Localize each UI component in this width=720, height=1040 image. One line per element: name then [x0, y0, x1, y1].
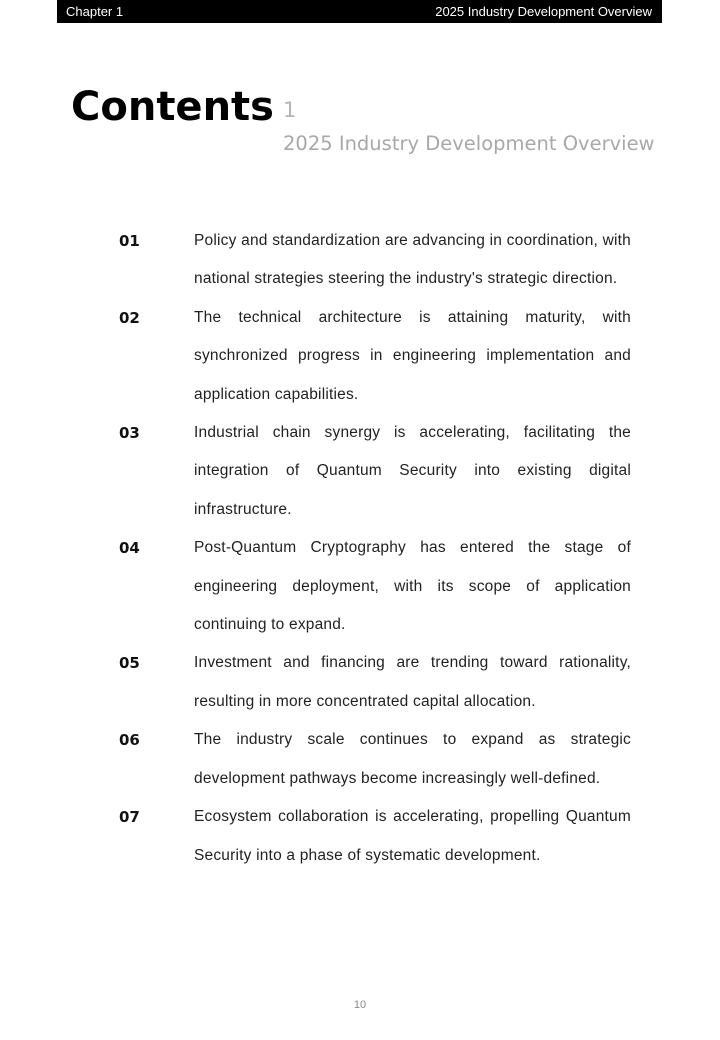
toc-entry-number: 03	[119, 424, 140, 443]
toc-entry-06[interactable]	[119, 721, 639, 798]
toc-entry-number: 06	[119, 731, 140, 750]
toc-entry-01[interactable]	[119, 222, 639, 299]
toc-entry-text: Industrial chain synergy is accelerating, facilitating the integration of Quantum Security into existing digital infrastructure.	[194, 424, 631, 518]
toc-entry-number: 05	[119, 654, 140, 673]
toc-entry-number: 04	[119, 539, 140, 558]
toc-entry-03[interactable]	[119, 414, 639, 529]
page-title: Contents	[71, 84, 274, 130]
toc-entry-05[interactable]	[119, 644, 639, 721]
header-chapter-label: Chapter 1	[66, 4, 124, 19]
toc-entry-text: Policy and standardization are advancing in coordination, with national strategies steering the industry's strategic direction.	[194, 232, 631, 288]
header-section-title: 2025 Industry Development Overview	[435, 4, 652, 19]
toc-entry-text: Ecosystem collaboration is accelerating, propelling Quantum Security into a phase of systematic development.	[194, 808, 631, 864]
chapter-title: 2025 Industry Development Overview	[283, 132, 655, 155]
toc-entry-04[interactable]	[119, 529, 639, 644]
toc-entry-number: 02	[119, 308, 140, 327]
toc-entry-text: The technical architecture is attaining maturity, with synchronized progress in engineering implementation and application capabilities.	[194, 308, 631, 403]
toc-entry-07[interactable]	[119, 798, 639, 875]
toc-entry-number: 07	[119, 808, 140, 827]
toc-entry-text: Post-Quantum Cryptography has entered the stage of engineering deployment, with its scope of application continuing to expand.	[194, 539, 631, 634]
toc-entry-text: The industry scale continues to expand as strategic development pathways become increasingly well-defined.	[194, 731, 631, 787]
page-number: 10	[353, 999, 367, 1011]
toc-entry-text: Investment and financing are trending toward rationality, resulting in more concentrated capital allocation.	[194, 654, 631, 710]
chapter-number: 1	[283, 98, 297, 122]
toc-entry-number: 01	[119, 232, 140, 250]
table-of-contents	[119, 222, 639, 875]
toc-entry-02[interactable]	[119, 299, 639, 414]
running-header	[57, 0, 662, 23]
